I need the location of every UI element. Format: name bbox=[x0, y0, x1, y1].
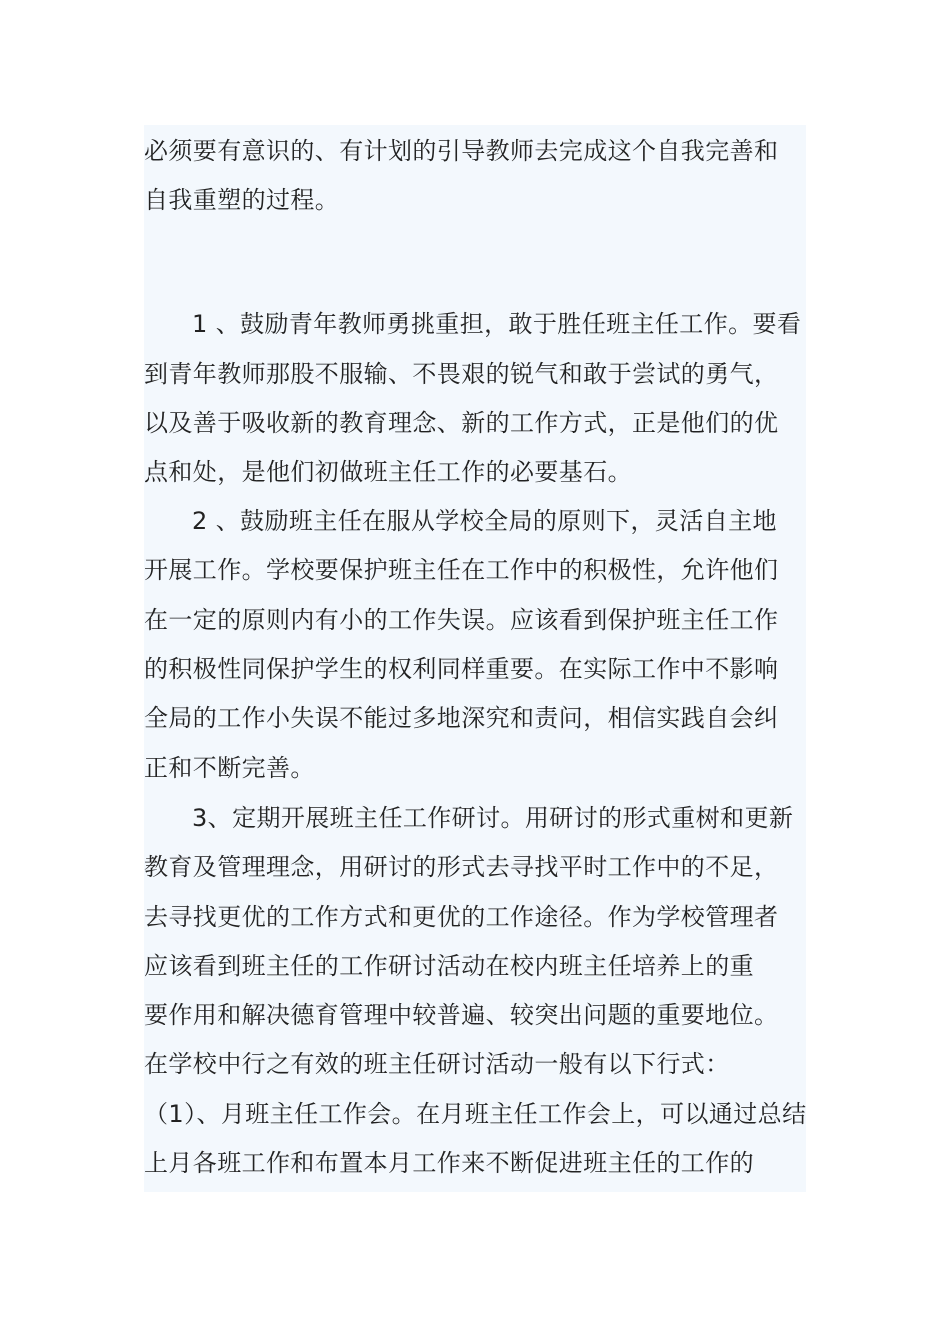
text-line: 教育及管理理念，用研讨的形式去寻找平时工作中的不足， bbox=[144, 853, 779, 881]
text-line: 要作用和解决德育管理中较普遍、较突出问题的重要地位。 bbox=[144, 1001, 779, 1029]
text-line: 1 、鼓励青年教师勇挑重担，敢于胜任班主任工作。要看 bbox=[192, 310, 802, 338]
document-body bbox=[144, 125, 806, 1192]
text-line: 开展工作。学校要保护班主任在工作中的积极性，允许他们 bbox=[144, 556, 779, 584]
text-line: 在学校中行之有效的班主任研讨活动一般有以下行式： bbox=[144, 1050, 730, 1078]
text-line: （1）、月班主任工作会。在月班主任工作会上，可以通过总结 bbox=[144, 1100, 807, 1128]
text-line: 到青年教师那股不服输、不畏艰的锐气和敢于尝试的勇气， bbox=[144, 360, 779, 388]
text-line: 应该看到班主任的工作研讨活动在校内班主任培养上的重 bbox=[144, 952, 754, 980]
text-line: 自我重塑的过程。 bbox=[144, 186, 340, 214]
text-line: 3、定期开展班主任工作研讨。用研讨的形式重树和更新 bbox=[192, 804, 794, 832]
text-line: 全局的工作小失误不能过多地深究和责问，相信实践自会纠 bbox=[144, 704, 779, 732]
text-line: 必须要有意识的、有计划的引导教师去完成这个自我完善和 bbox=[144, 137, 779, 165]
text-line: 以及善于吸收新的教育理念、新的工作方式，正是他们的优 bbox=[144, 409, 779, 437]
text-line: 去寻找更优的工作方式和更优的工作途径。作为学校管理者 bbox=[144, 903, 779, 931]
text-line: 点和处，是他们初做班主任工作的必要基石。 bbox=[144, 458, 632, 486]
text-line: 上月各班工作和布置本月工作来不断促进班主任的工作的 bbox=[144, 1149, 754, 1177]
text-line: 的积极性同保护学生的权利同样重要。在实际工作中不影响 bbox=[144, 655, 779, 683]
text-line: 2 、鼓励班主任在服从学校全局的原则下，灵活自主地 bbox=[192, 507, 777, 535]
text-line: 在一定的原则内有小的工作失误。应该看到保护班主任工作 bbox=[144, 606, 779, 634]
text-line: 正和不断完善。 bbox=[144, 754, 315, 782]
